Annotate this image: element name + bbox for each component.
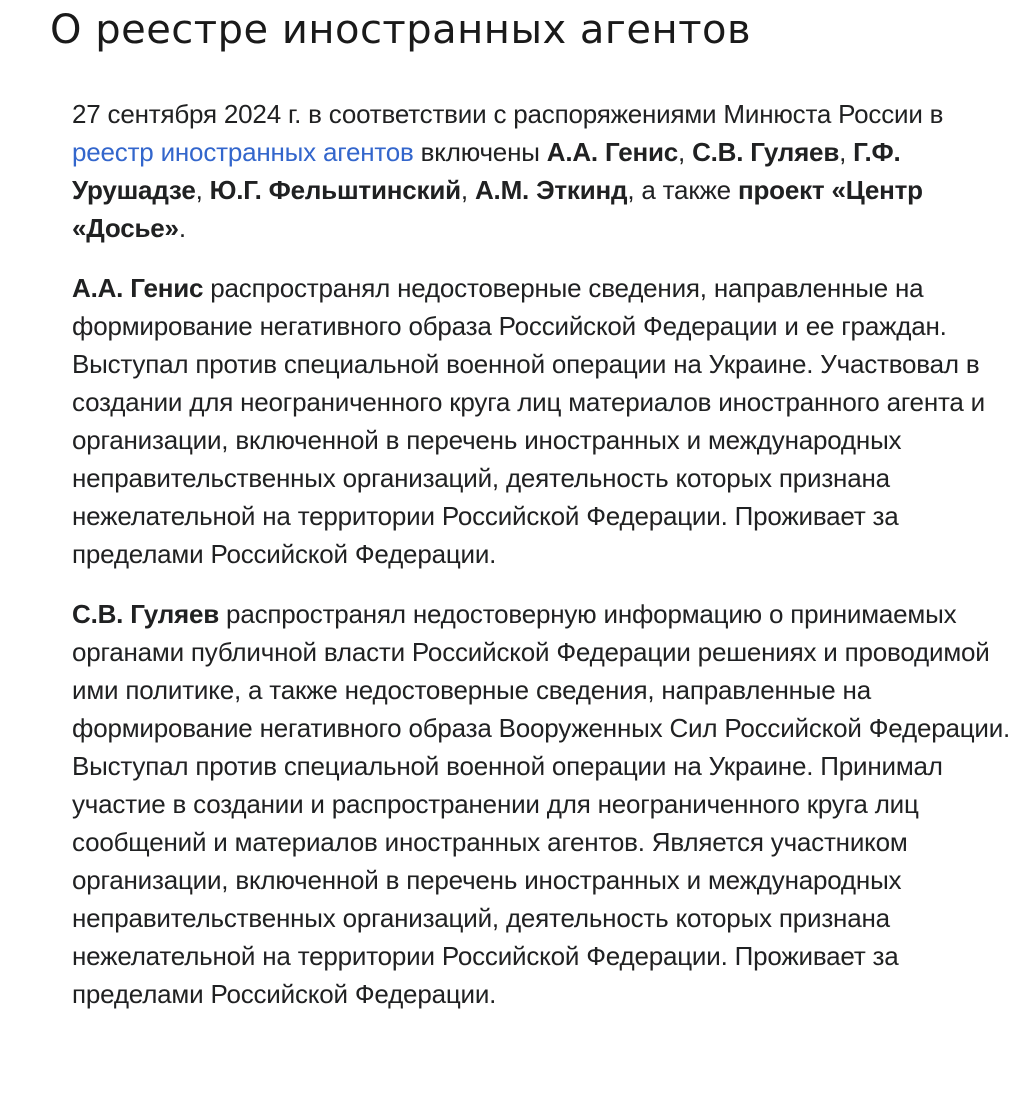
genis-text: распространял недостоверные сведения, направленные на формирование негативного образа Российской Федерации и ее граждан. Выступал против специальной военной операции на Украине. Участвовал в создании для неограниченного круга лиц материалов иностранного агента и организации, включенной в перечень иностранных и международных неправительственных организаций, деятельность которых признана нежелательной на территории Российской Федерации. Проживает за пределами Российской Федерации. [72,273,986,569]
name-urushadze: Г.Ф. Урушадзе [72,137,901,205]
genis-name: А.А. Генис [72,273,204,303]
gulyaev-text: распространял недостоверную информацию о принимаемых органами публичной власти Российской Федерации решениях и проводимой ими политике, а также недостоверные сведения, направленные на формирование негативного образа Вооруженных Сил Российской Федерации. Выступал против специальной военной операции на Украине. Принимал участие в создании и распространении для неограниченного круга лиц сообщений и материалов иностранных агентов. Является участником организации, включенной в перечень иностранных и международных неправительственных организаций, деятельность которых признана нежелательной на территории Российской Федерации. Проживает за пределами Российской Федерации. [72,599,1011,1009]
page-title: О реестре иностранных агентов [50,7,752,53]
separator-3: , [195,175,210,205]
name-etkind: А.М. Эткинд [474,175,628,205]
separator-4: , [460,175,475,205]
intro-end: . [178,213,186,243]
registry-link[interactable]: реестр иностранных агентов [72,137,414,167]
intro-text-1: 27 сентября 2024 г. в соответствии с распоряжениями Минюста России в [72,99,944,129]
name-felshtinsky: Ю.Г. Фельштинский [209,175,461,205]
project-name: проект «Центр «Досье» [72,175,923,243]
intro-paragraph [72,95,1012,247]
gulyaev-name: С.В. Гуляев [72,599,220,629]
genis-paragraph [72,269,1012,573]
separator-1: , [678,137,693,167]
intro-text-2: включены [413,137,547,167]
name-genis: А.А. Генис [546,137,679,167]
separator-2: , [839,137,854,167]
article-body [72,95,1012,1035]
gulyaev-paragraph [72,595,1012,1013]
name-gulyaev: С.В. Гуляев [692,137,840,167]
intro-text-3: , а также [627,175,738,205]
